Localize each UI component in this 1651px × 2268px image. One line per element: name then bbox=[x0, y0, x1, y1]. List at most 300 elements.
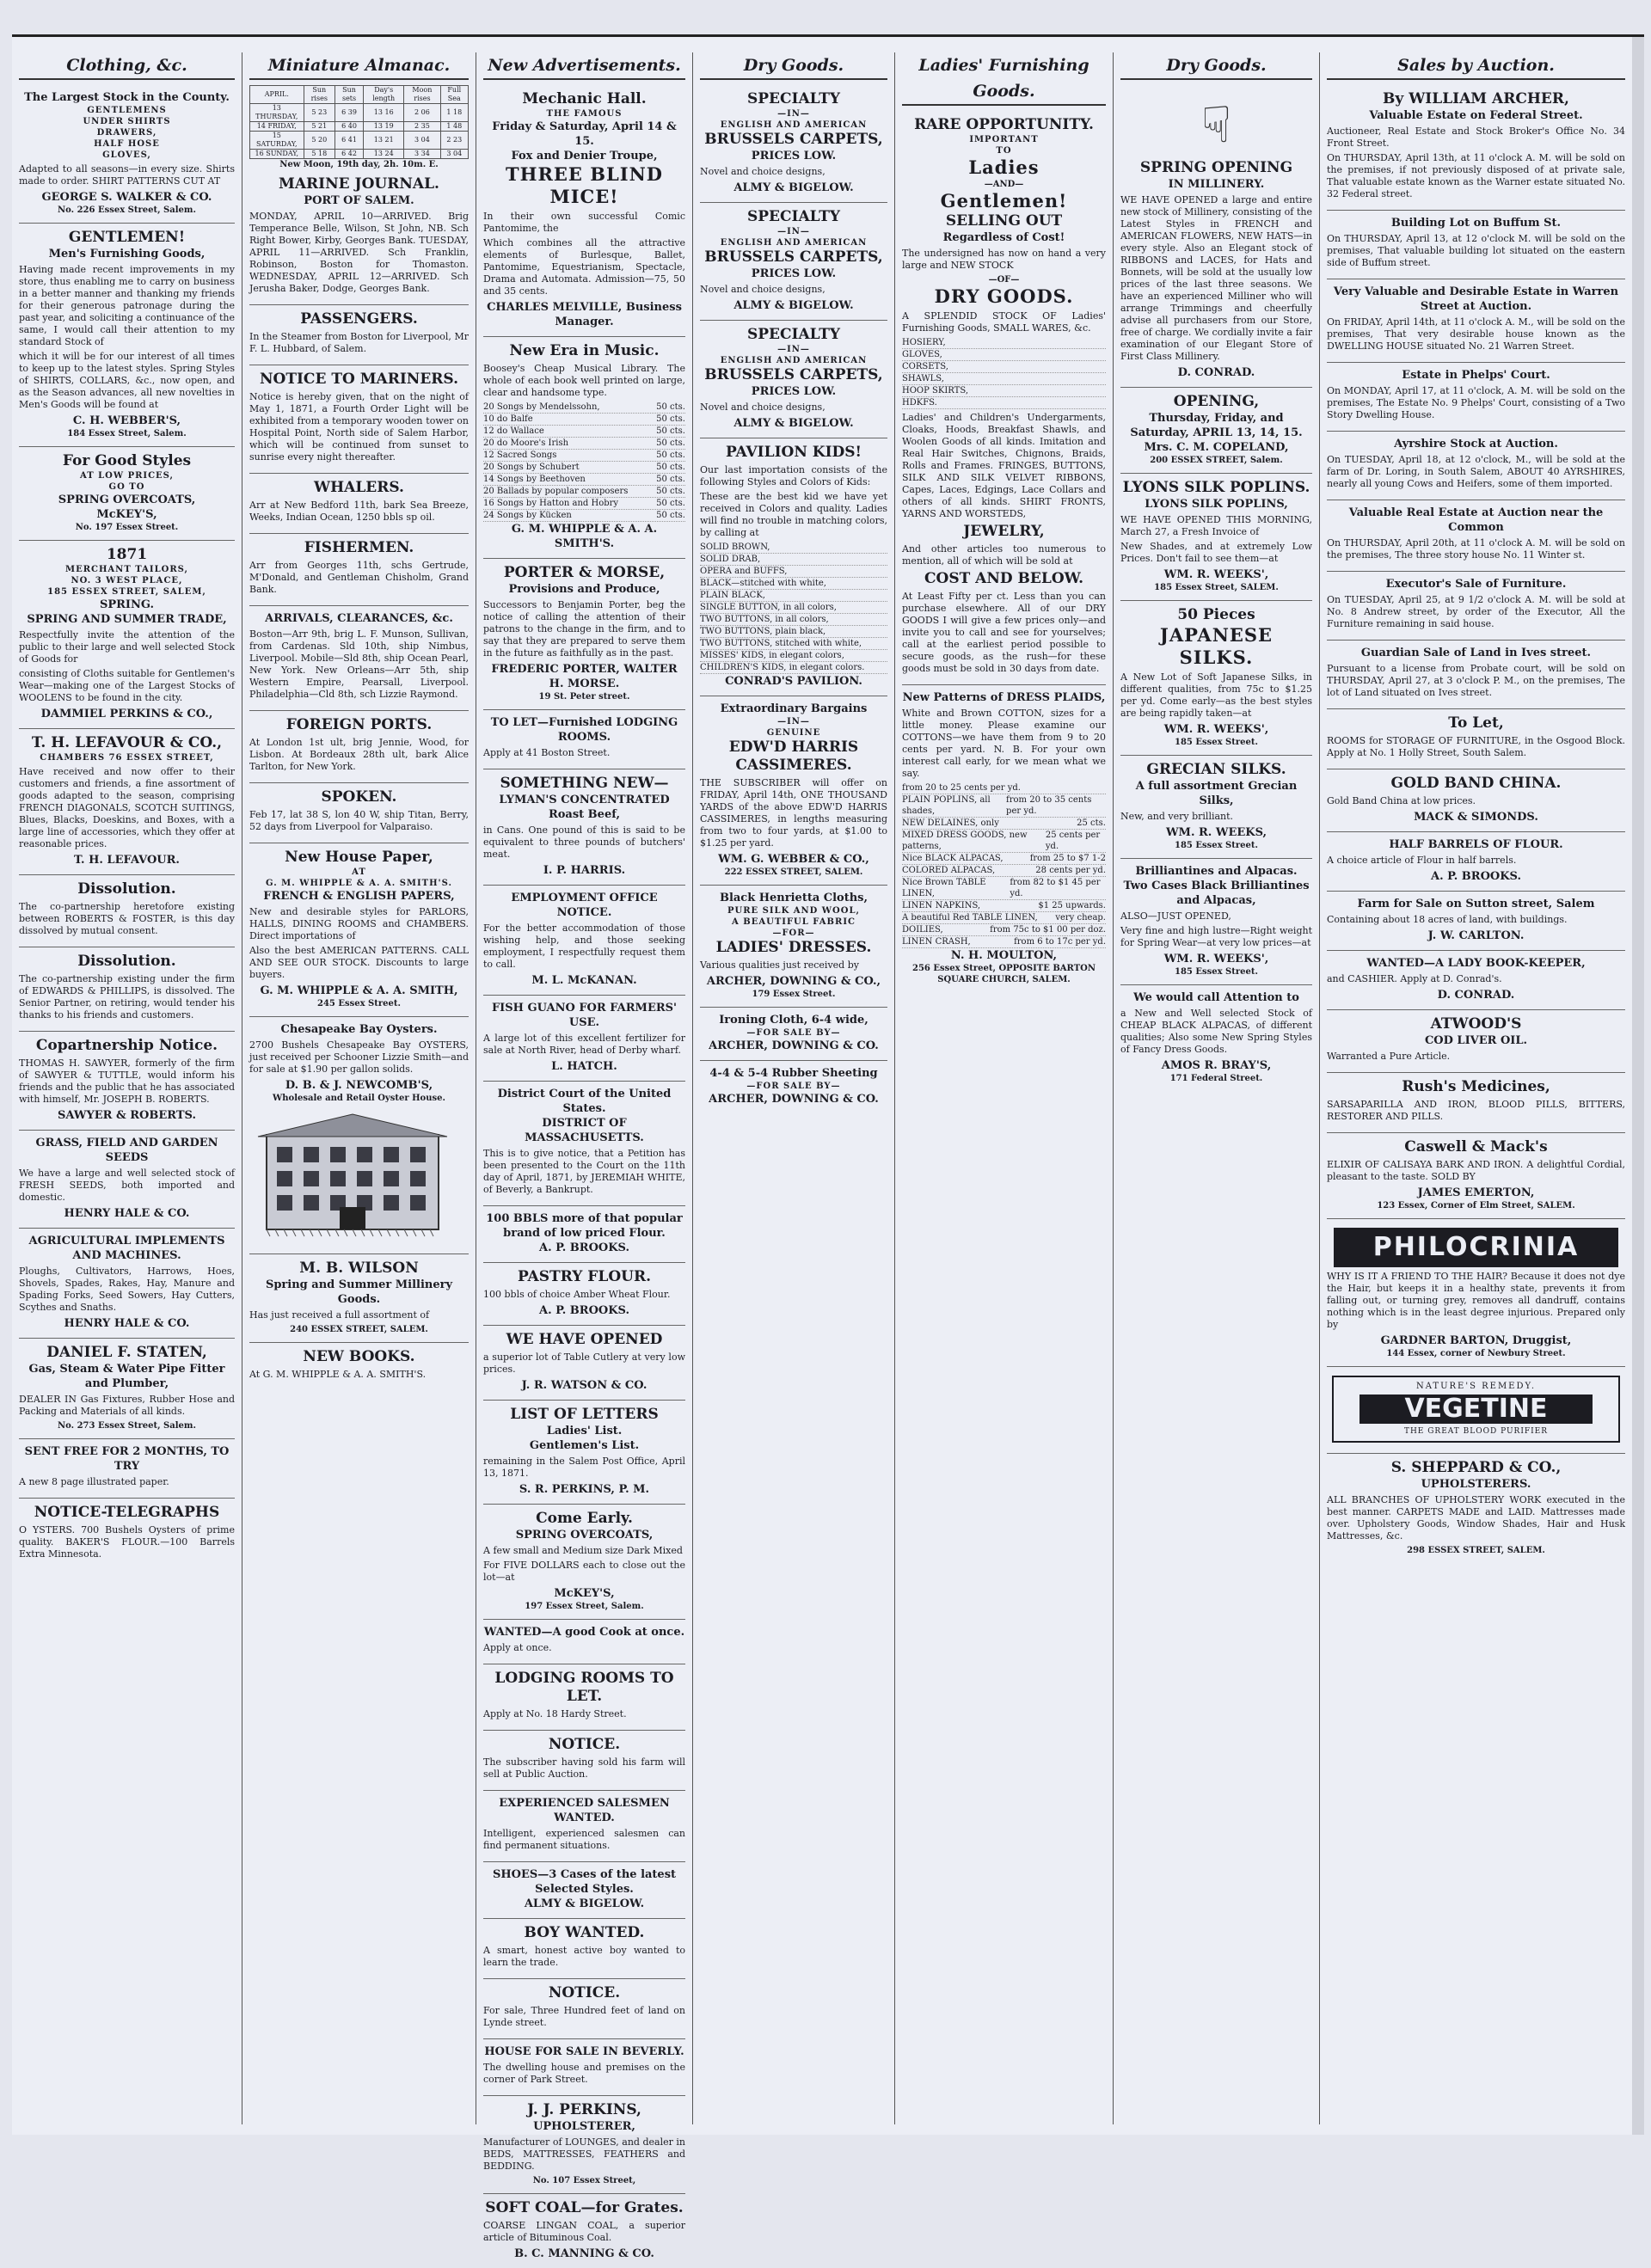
list-item bbox=[483, 401, 685, 414]
list-item bbox=[483, 414, 685, 426]
almanac-cell: 3 04 bbox=[440, 150, 468, 159]
ad-title: Ironing Cloth, 6-4 wide, bbox=[719, 1014, 868, 1027]
list-item bbox=[902, 877, 1106, 900]
ad-title: Guardian Sale of Land in Ives street. bbox=[1360, 647, 1592, 659]
advertisement bbox=[19, 1439, 235, 1499]
ad-address: No. 226 Essex Street, Salem. bbox=[58, 205, 196, 215]
ad-body: For the better accommodation of those wishing help, and those seeking employment, I respectfully request them to call. bbox=[483, 923, 685, 970]
ad-body: Having made recent improvements in my store, thus enabling me to carry on business in a better manner and thanking my friends for their generous patronage during the past year, and soliciting a continuance of the same, I would call their attention to my standard Stock of bbox=[19, 264, 235, 347]
ad-body: On FRIDAY, April 14th, at 11 o'clock A. M., will be sold on the premises, That very desirable house known as the DWELLING HOUSE situated No. 21 Warren Street. bbox=[1327, 316, 1625, 352]
ad-line: —FOR SALE BY— bbox=[746, 1028, 841, 1038]
ad-title: S. SHEPPARD & CO., bbox=[1390, 1459, 1562, 1476]
ad-body: For sale, Three Hundred feet of land on Lynde street. bbox=[483, 2005, 685, 2028]
ad-subtitle: JEWELRY, bbox=[963, 523, 1045, 540]
list-item-label: CHILDREN'S KIDS, in elegant colors. bbox=[700, 663, 865, 672]
ad-title: Valuable Real Estate at Auction near the Common bbox=[1348, 506, 1604, 534]
ad-signature: McKEY'S, bbox=[96, 508, 157, 521]
ad-line: GENUINE bbox=[766, 728, 821, 738]
list-item bbox=[483, 474, 685, 486]
ad-signature: HENRY HALE & CO. bbox=[64, 1317, 190, 1330]
ad-title: PAVILION KIDS! bbox=[725, 444, 862, 461]
list-item-price: from 25 to $7 1-2 bbox=[1029, 854, 1106, 863]
advertisement bbox=[1327, 432, 1625, 500]
list-item-price: 28 cents per yd. bbox=[1035, 866, 1106, 875]
list-item-price: 50 cts. bbox=[656, 499, 685, 508]
ad-address: 19 St. Peter street. bbox=[538, 692, 630, 702]
ad-line: ENGLISH AND AMERICAN bbox=[720, 120, 868, 130]
ad-body: On THURSDAY, April 13th, at 11 o'clock A. M. will be sold on the premises, if not previously disposed of at private sale, That valuable estate known as the Warner estate situated No. 32 Federal street. bbox=[1327, 152, 1625, 199]
ad-title: SPRING OPENING bbox=[1139, 159, 1293, 176]
ad-headline: JAPANESE SILKS. bbox=[1159, 624, 1274, 668]
ad-body: Have received and now offer to their customers and friends, a fine assortment of goods adapted to the season, comprising FRENCH DIAGONALS, SCOTCH SUITINGS, Blues, Blacks, Doeskins, and Boxes, with a large line of accessories, which they offer at reasonable prices. bbox=[19, 766, 235, 849]
list-item bbox=[902, 830, 1106, 853]
ad-line: A BEAUTIFUL FABRIC bbox=[732, 917, 856, 927]
advertisement bbox=[1120, 985, 1312, 1091]
ad-address: 185 Essex Street. bbox=[1175, 967, 1258, 977]
advertisement bbox=[1327, 500, 1625, 572]
ad-body: O YSTERS. 700 Bushels Oysters of prime quality. BAKER'S FLOUR.—100 Barrels Extra Minnesota. bbox=[19, 1524, 235, 1560]
advertisement bbox=[483, 996, 685, 1082]
ad-body: Adapted to all seasons—in every size. Shirts made to order. SHIRT PATTERNS CUT AT bbox=[19, 163, 235, 187]
advertisement bbox=[700, 1061, 887, 1113]
almanac-note: New Moon, 19th day, 2h. 10m. E. bbox=[279, 160, 439, 169]
ad-title: 50 Pieces bbox=[1177, 606, 1255, 623]
list-item-label: PLAIN POPLINS, all shades, bbox=[902, 795, 991, 816]
ad-title: ARRIVALS, CLEARANCES, &c. bbox=[265, 612, 453, 625]
ad-title: Come Early. bbox=[536, 1510, 633, 1527]
ad-title: TO LET—Furnished LODGING ROOMS. bbox=[490, 716, 678, 744]
ad-body: On THURSDAY, April 20th, at 11 o'clock A. M. will be sold on the premises, The three story house No. 11 Winter st. bbox=[1327, 537, 1625, 561]
ad-address: 197 Essex Street, Salem. bbox=[525, 1602, 644, 1611]
ad-line: THE FAMOUS bbox=[546, 109, 623, 119]
advertisement bbox=[483, 2039, 685, 2096]
advertisement bbox=[700, 321, 887, 438]
ad-body: Boston—Arr 9th, brig L. F. Munson, Sullivan, from Cardenas. Sld 10th, ship Nimbus, Liverpool. Mobile—Sld 8th, ship Ocean Pearl, New York. New Orleans—Arr 5th, ship Western Empire, Pearsall, Liverpool. Philadelphia—Cld 8th, sch Lizzie Raymond. bbox=[249, 628, 469, 700]
ad-body: A new 8 page illustrated paper. bbox=[19, 1476, 169, 1487]
list-item bbox=[902, 794, 1106, 818]
ad-list bbox=[902, 337, 1106, 409]
ad-body: Apply at once. bbox=[483, 1642, 552, 1653]
ad-signature: HENRY HALE & CO. bbox=[64, 1207, 190, 1220]
advertisement bbox=[483, 2194, 685, 2268]
advertisement bbox=[249, 606, 469, 711]
ad-subtitle: Valuable Estate on Federal Street. bbox=[1369, 109, 1583, 122]
list-item-price: 50 cts. bbox=[656, 414, 685, 424]
ad-body: The co-partnership heretofore existing between ROBERTS & FOSTER, is this day dissolved by mutual consent. bbox=[19, 901, 235, 936]
list-item-label: OPERA and BUFFS, bbox=[700, 567, 788, 576]
ad-title: Ayrshire Stock at Auction. bbox=[1394, 438, 1558, 451]
column-header: Ladies' Furnishing Goods. bbox=[902, 52, 1106, 106]
ad-body: ALSO—JUST OPENED, bbox=[1120, 910, 1231, 922]
advertisement bbox=[1327, 1367, 1625, 1454]
ad-body: WHY IS IT A FRIEND TO THE HAIR? Because it does not dye the Hair, but keeps it in a healthy state, prevents it from falling out, or turning grey, removes all dandruff, contains nothing which is in the least degree injurious. Prepared only by bbox=[1327, 1271, 1625, 1330]
ad-subtitle: DISTRICT OF MASSACHUSETTS. bbox=[525, 1117, 644, 1144]
ad-body: SARSAPARILLA AND IRON, BLOOD PILLS, BITTERS, RESTORER AND PILLS. bbox=[1327, 1099, 1625, 1122]
ad-signature: A. P. BROOKS. bbox=[538, 1241, 629, 1254]
ad-line: TO bbox=[996, 146, 1012, 156]
ad-title: New Era in Music. bbox=[509, 342, 660, 359]
ad-title: T. H. LEFAVOUR & CO., bbox=[31, 734, 223, 751]
advertisement bbox=[1327, 709, 1625, 769]
ad-address: 185 Essex Street. bbox=[1175, 841, 1258, 850]
ad-signature: C. H. WEBBER'S, bbox=[72, 414, 181, 427]
ad-body: Manufacturer of LOUNGES, and dealer in BEDS, MATTRESSES, FEATHERS and BEDDING. bbox=[483, 2136, 685, 2172]
almanac-head-cell: Sun rises bbox=[304, 86, 334, 104]
advertisement bbox=[249, 474, 469, 534]
ad-title: By WILLIAM ARCHER, bbox=[1383, 90, 1569, 107]
advertisement bbox=[1120, 756, 1312, 859]
ad-title: J. J. PERKINS, bbox=[527, 2101, 641, 2118]
column-header: Dry Goods. bbox=[1120, 52, 1312, 80]
advertisement bbox=[249, 783, 469, 843]
advertisement bbox=[1327, 1010, 1625, 1073]
ad-body: ELIXIR OF CALISAYA BARK AND IRON. A delightful Cordial, pleasant to the taste. SOLD BY bbox=[1327, 1159, 1625, 1182]
almanac-head-cell: Day's length bbox=[364, 86, 404, 104]
ad-address: No. 107 Essex Street, bbox=[532, 2176, 636, 2185]
vegetine-tagline: NATURE'S REMEDY. bbox=[1415, 1382, 1536, 1391]
ad-body: A New Lot of Soft Japanese Silks, in different qualities, from 75c to $1.25 per yd. Come early—as the best styles are being rapidly taken—at bbox=[1120, 671, 1312, 719]
almanac-head-cell: Sun sets bbox=[334, 86, 363, 104]
advertisement bbox=[483, 1979, 685, 2039]
ad-subtitle: EDW'D HARRIS CASSIMERES. bbox=[728, 739, 859, 774]
advertisement bbox=[483, 1731, 685, 1791]
ad-body: Feb 17, lat 38 S, lon 40 W, ship Titan, Berry, 52 days from Liverpool for Valparaiso. bbox=[249, 809, 469, 832]
ad-subtitle: Spring and Summer Millinery Goods. bbox=[265, 1278, 453, 1306]
advertisement bbox=[249, 305, 469, 365]
ad-body: In the Steamer from Boston for Liverpool, Mr F. L. Hubbard, of Salem. bbox=[249, 331, 469, 354]
list-item-label: SOLID DRAB, bbox=[700, 555, 761, 564]
list-item-price: 50 cts. bbox=[656, 438, 685, 448]
ad-title: SOMETHING NEW— bbox=[500, 775, 669, 792]
ad-body: Novel and choice designs, bbox=[700, 284, 826, 295]
ad-line: —IN— bbox=[777, 345, 810, 354]
ad-title: Dissolution. bbox=[77, 953, 176, 970]
list-item-label: TWO BUTTONS, stitched with white, bbox=[700, 639, 862, 648]
ad-signature: ARCHER, DOWNING & CO. bbox=[709, 1039, 879, 1052]
ad-body: Our last importation consists of the following Styles and Colors of Kids: bbox=[700, 464, 887, 487]
ad-body: Very fine and high lustre—Right weight for Spring Wear—at very low prices—at bbox=[1120, 925, 1312, 948]
ad-title: Copartnership Notice. bbox=[35, 1037, 218, 1054]
ad-signature: ALMY & BIGELOW. bbox=[733, 181, 854, 194]
ad-line: —OF— bbox=[988, 275, 1020, 285]
almanac-cell: 1 48 bbox=[440, 122, 468, 132]
ad-body: White and Brown COTTON, sizes for a little money. Please examine our COTTONS—we have them from 9 to 20 cents per yard. N. B. For your own interest call early, for we mean what we say. bbox=[902, 708, 1106, 779]
ad-signature: A. P. BROOKS. bbox=[538, 1304, 629, 1317]
ad-subtitle: PRICES LOW. bbox=[751, 267, 837, 280]
ad-title: SPECIALTY bbox=[746, 90, 841, 107]
almanac-cell: 13 21 bbox=[364, 132, 404, 150]
ad-signature: D. CONRAD. bbox=[1437, 989, 1515, 1002]
list-item-price: from 6 to 17c per yd. bbox=[1014, 937, 1106, 947]
advertisement bbox=[19, 1131, 235, 1229]
ad-signature: I. P. HARRIS. bbox=[543, 864, 626, 877]
list-item-label: SINGLE BUTTON, in all colors, bbox=[700, 603, 837, 612]
ad-body: Warranted a Pure Article. bbox=[1327, 1051, 1451, 1062]
ad-address: 200 ESSEX STREET, Salem. bbox=[1150, 456, 1283, 465]
ad-subtitle: PRICES LOW. bbox=[751, 150, 837, 162]
advertisement bbox=[483, 1505, 685, 1620]
ad-title: OPENING, bbox=[1173, 393, 1260, 410]
pointing-hand-icon: ☟ bbox=[1200, 95, 1232, 154]
ad-signature: ARCHER, DOWNING & CO. bbox=[709, 1093, 879, 1106]
ad-title: NOTICE. bbox=[548, 1736, 621, 1753]
advertisement bbox=[483, 1401, 685, 1505]
column-header: Clothing, &c. bbox=[19, 52, 235, 80]
ad-subtitle: LADIES' DRESSES. bbox=[715, 939, 872, 956]
ad-body: Various qualities just received by bbox=[700, 959, 859, 971]
ad-line: G. M. WHIPPLE & A. A. SMITH'S. bbox=[266, 879, 452, 888]
column-header: Miniature Almanac. bbox=[249, 52, 469, 80]
ad-title: AGRICULTURAL IMPLEMENTS AND MACHINES. bbox=[28, 1235, 225, 1262]
advertisement bbox=[249, 1017, 469, 1254]
list-item bbox=[483, 498, 685, 510]
almanac-head-cell: Moon rises bbox=[404, 86, 440, 104]
advertisement bbox=[483, 1206, 685, 1263]
list-item bbox=[902, 853, 1106, 865]
ad-signature: B. C. MANNING & CO. bbox=[514, 2247, 654, 2260]
ad-signature: M. L. McKANAN. bbox=[531, 974, 637, 987]
almanac-cell: 13 24 bbox=[364, 150, 404, 159]
ad-title: WHALERS. bbox=[314, 479, 404, 496]
ad-signature: ALMY & BIGELOW. bbox=[733, 299, 854, 312]
ad-body: A SPLENDID STOCK OF Ladies' Furnishing Goods, SMALL WARES, &c. bbox=[902, 310, 1106, 334]
almanac-cell: 15 SATURDAY, bbox=[250, 132, 304, 150]
ad-signature: GEORGE S. WALKER & CO. bbox=[41, 191, 212, 204]
list-item bbox=[902, 397, 1106, 409]
ad-signature: WM. R. WEEKS', bbox=[1163, 723, 1269, 736]
ad-address: 179 Essex Street. bbox=[752, 990, 836, 999]
newspaper-page bbox=[12, 34, 1644, 2260]
ad-title: New House Paper, bbox=[285, 849, 433, 866]
ad-title: ATWOOD'S bbox=[1430, 1015, 1522, 1033]
ad-headline: THREE BLIND MICE! bbox=[506, 163, 663, 207]
ad-address: No. 197 Essex Street. bbox=[75, 523, 179, 532]
ad-subtitle: SPRING OVERCOATS, bbox=[515, 1529, 654, 1542]
list-item bbox=[700, 542, 887, 554]
list-item-price: $1 25 upwards. bbox=[1038, 901, 1106, 910]
list-item-label: TWO BUTTONS, in all colors, bbox=[700, 615, 829, 624]
ad-address: 185 Essex Street, SALEM. bbox=[1154, 583, 1279, 592]
advertisement bbox=[249, 1343, 469, 1390]
ad-line: DRAWERS, bbox=[96, 128, 157, 138]
almanac-cell: 5 21 bbox=[304, 122, 334, 132]
list-item-label: HOOP SKIRTS, bbox=[902, 386, 968, 395]
ad-line: AT LOW PRICES, bbox=[79, 471, 175, 481]
advertisement bbox=[19, 85, 235, 224]
vegetine-sub: THE GREAT BLOOD PURIFIER bbox=[1403, 1427, 1549, 1436]
advertisement bbox=[700, 696, 887, 886]
ad-body: a superior lot of Table Cutlery at very low prices. bbox=[483, 1352, 685, 1375]
ad-title: Farm for Sale on Sutton street, Salem bbox=[1357, 898, 1595, 910]
ad-address: 123 Essex, Corner of Elm Street, SALEM. bbox=[1377, 1201, 1575, 1211]
ad-signature: ALMY & BIGELOW. bbox=[733, 417, 854, 430]
ad-title: GOLD BAND CHINA. bbox=[1390, 775, 1562, 792]
ad-signature: WM. R. WEEKS', bbox=[1163, 953, 1269, 965]
ad-title: SENT FREE FOR 2 MONTHS, TO TRY bbox=[24, 1445, 230, 1473]
list-item bbox=[483, 510, 685, 522]
list-item bbox=[902, 936, 1106, 948]
list-item-label: Nice Brown TABLE LINEN, bbox=[902, 878, 986, 898]
ad-body: At London 1st ult, brig Jennie, Wood, for Lisbon. At Bordeaux 28th ult, bark Alice Tarlton, for New York. bbox=[249, 737, 469, 772]
list-item bbox=[483, 438, 685, 450]
ad-subtitle: BRUSSELS CARPETS, bbox=[704, 131, 883, 148]
advertisement bbox=[1327, 892, 1625, 951]
ad-title: BOY WANTED. bbox=[524, 1924, 645, 1941]
advertisement bbox=[249, 711, 469, 783]
list-item-label: 20 do Moore's Irish bbox=[483, 438, 569, 448]
ad-headline: Ladies bbox=[968, 156, 1040, 178]
ad-body: The co-partnership existing under the firm of EDWARDS & PHILLIPS, is dissolved. The Senior Partner, on retiring, would tender his thanks to his friends and customers. bbox=[19, 973, 235, 1021]
ad-subtitle: Fox and Denier Troupe, bbox=[511, 150, 658, 162]
ad-title: Black Henrietta Cloths, bbox=[719, 892, 868, 904]
list-item bbox=[700, 626, 887, 638]
advertisement bbox=[1327, 1219, 1625, 1367]
list-item bbox=[700, 614, 887, 626]
advertisement bbox=[1327, 211, 1625, 279]
ad-subtitle: SPRING AND SUMMER TRADE, bbox=[27, 613, 227, 626]
ad-body: New and desirable styles for PARLORS, HALLS, DINING ROOMS and CHAMBERS. Direct importations of bbox=[249, 906, 469, 941]
advertisement bbox=[700, 85, 887, 203]
ad-body: Gold Band China at low prices. bbox=[1327, 795, 1476, 806]
ad-line: 185 ESSEX STREET, SALEM, bbox=[47, 587, 206, 597]
advertisement bbox=[700, 1008, 887, 1061]
almanac-cell: 1 18 bbox=[440, 104, 468, 122]
ad-signature: D. B. & J. NEWCOMB'S, bbox=[285, 1079, 433, 1092]
ad-subtitle: Gentlemen's List. bbox=[529, 1439, 640, 1452]
ad-body: Has just received a full assortment of bbox=[249, 1309, 430, 1321]
advertisement bbox=[483, 1791, 685, 1862]
ad-body: In their own successful Comic Pantomime, the bbox=[483, 211, 685, 234]
ad-line: NO. 3 WEST PLACE, bbox=[71, 576, 183, 585]
ad-body: Apply at 41 Boston Street. bbox=[483, 747, 611, 758]
ad-title: NOTICE TO MARINERS. bbox=[259, 371, 459, 388]
list-item bbox=[902, 361, 1106, 373]
almanac-cell: 3 34 bbox=[404, 150, 440, 159]
ad-line: ENGLISH AND AMERICAN bbox=[720, 356, 868, 365]
ad-line: AT bbox=[352, 867, 366, 877]
advertisement bbox=[1327, 363, 1625, 432]
ad-body: in Cans. One pound of this is said to be equivalent to three pounds of butchers' meat. bbox=[483, 824, 685, 860]
ad-title: 100 BBLS more of that popular brand of low priced Flour. bbox=[486, 1212, 683, 1240]
list-item-label: LINEN CRASH, bbox=[902, 937, 971, 947]
almanac-cell: 5 18 bbox=[304, 150, 334, 159]
list-item bbox=[700, 578, 887, 590]
ad-line: —AND— bbox=[984, 180, 1024, 189]
list-item-label: BLACK—stitched with white, bbox=[700, 579, 826, 588]
advertisement bbox=[1327, 85, 1625, 211]
ad-body: Successors to Benjamin Porter, beg the notice of calling the attention of their patrons to the change in the firm, and to say that they are prepared to serve them in the future as faithfully as in the past. bbox=[483, 599, 685, 659]
ad-body: At G. M. WHIPPLE & A. A. SMITH'S. bbox=[249, 1369, 427, 1380]
list-item bbox=[700, 590, 887, 602]
ad-title: Building Lot on Buffum St. bbox=[1390, 217, 1562, 230]
list-item-label: from 20 to 25 cents per yd. bbox=[902, 783, 1021, 793]
ad-body: WE HAVE OPENED THIS MORNING, March 27, a Fresh Invoice of bbox=[1120, 514, 1312, 537]
column-header: New Advertisements. bbox=[483, 52, 685, 80]
ad-body: and CASHIER. Apply at D. Conrad's. bbox=[1327, 973, 1502, 984]
almanac-cell: 13 19 bbox=[364, 122, 404, 132]
ad-title: FOREIGN PORTS. bbox=[285, 716, 433, 733]
list-item-label: MISSES' KIDS, in elegant colors, bbox=[700, 651, 844, 660]
ad-title: GRECIAN SILKS. bbox=[1146, 761, 1286, 778]
advertisement bbox=[902, 111, 1106, 685]
ad-line: IMPORTANT bbox=[969, 135, 1039, 144]
advertisement bbox=[19, 729, 235, 875]
ad-headline: DRY GOODS. bbox=[934, 285, 1074, 307]
ad-body: On TUESDAY, April 25, at 9 1/2 o'clock A. M. will be sold at No. 8 Andrew street, by order of the Executor, All the Furniture remaining in said house. bbox=[1327, 594, 1625, 629]
column-header: Sales by Auction. bbox=[1327, 52, 1625, 80]
advertisement bbox=[1327, 641, 1625, 709]
almanac-cell: 5 23 bbox=[304, 104, 334, 122]
ad-signature: McKEY'S, bbox=[554, 1587, 615, 1600]
list-item-label: CORSETS, bbox=[902, 362, 948, 371]
list-item-label: SHAWLS, bbox=[902, 374, 944, 383]
ad-signature: N. H. MOULTON, bbox=[950, 949, 1058, 962]
ad-title: Chesapeake Bay Oysters. bbox=[280, 1023, 438, 1036]
advertisement bbox=[1327, 279, 1625, 363]
list-item-label: 12 do Wallace bbox=[483, 426, 544, 436]
ad-body: Ladies' and Children's Undergarments, Cloaks, Hoods, Breakfast Shawls, and Woolen Goods of all kinds. Imitation and Real Hair Switches, Chignons, Braids, Rolls and Frames. FRINGES, BUTTONS, SILK AND SILK VELVET RIBBONS, Capes, Laces, Edgings, Lace Collars and others of all kinds. SHIRT FRONTS, YARNS AND WORSTEDS, bbox=[902, 412, 1106, 519]
list-item bbox=[902, 337, 1106, 349]
ad-address: 144 Essex, corner of Newbury Street. bbox=[1386, 1349, 1566, 1358]
ad-subtitle: Thursday, Friday, and Saturday, APRIL 13, 14, 15. bbox=[1130, 412, 1303, 439]
ad-headline: Gentlemen! bbox=[940, 190, 1068, 211]
advertisement bbox=[483, 559, 685, 710]
ad-address: 184 Essex Street, Salem. bbox=[67, 429, 187, 438]
ad-signature: WM. R. WEEKS, bbox=[1165, 826, 1267, 839]
list-item-label: DOILIES, bbox=[902, 925, 943, 935]
ad-body: Arr at New Bedford 11th, bark Sea Breeze, Weeks, Indian Ocean, 1250 bbls sp oil. bbox=[249, 500, 469, 523]
list-item-label: 14 Songs by Beethoven bbox=[483, 475, 586, 484]
philocrinia-logo: PHILOCRINIA bbox=[1334, 1228, 1618, 1267]
list-item-label: Nice BLACK ALPACAS, bbox=[902, 854, 1003, 863]
advertisement bbox=[1327, 832, 1625, 892]
ad-title: PORTER & MORSE, bbox=[503, 564, 666, 581]
ad-title: Dissolution. bbox=[77, 880, 176, 898]
list-item bbox=[483, 486, 685, 498]
ad-signature: WM. R. WEEKS', bbox=[1163, 568, 1269, 581]
list-item-price: 50 cts. bbox=[656, 511, 685, 520]
advertisement bbox=[483, 1263, 685, 1326]
almanac-cell: 13 16 bbox=[364, 104, 404, 122]
advertisement bbox=[483, 886, 685, 996]
list-item bbox=[902, 818, 1106, 830]
ad-body: The dwelling house and premises on the corner of Park Street. bbox=[483, 2062, 685, 2085]
list-item-price: 50 cts. bbox=[656, 475, 685, 484]
ad-body: a New and Well selected Stock of CHEAP BLACK ALPACAS, of different qualities; Also some New Spring Styles of Fancy Dress Goods. bbox=[1120, 1008, 1312, 1055]
ad-body: 2700 Bushels Chesapeake Bay OYSTERS, just received per Schooner Lizzie Smith—and for sale at $1.90 per gallon solids. bbox=[249, 1039, 469, 1075]
ad-body: Containing about 18 acres of land, with buildings. bbox=[1327, 914, 1568, 925]
almanac-cell: 2 06 bbox=[404, 104, 440, 122]
ad-title: Caswell & Mack's bbox=[1404, 1138, 1548, 1155]
ad-title: District Court of the United States. bbox=[497, 1088, 672, 1115]
advertisement bbox=[1327, 769, 1625, 832]
advertisement bbox=[249, 534, 469, 606]
ad-title: EXPERIENCED SALESMEN WANTED. bbox=[499, 1797, 670, 1824]
advertisement bbox=[1327, 572, 1625, 641]
ad-signature: MACK & SIMONDS. bbox=[1414, 811, 1538, 824]
ad-title: LODGING ROOMS TO LET. bbox=[494, 1670, 674, 1705]
list-item-label: LINEN NAPKINS, bbox=[902, 901, 981, 910]
list-item bbox=[902, 912, 1106, 924]
list-item bbox=[902, 385, 1106, 397]
list-item-label: GLOVES, bbox=[902, 350, 942, 359]
list-item bbox=[483, 426, 685, 438]
ad-body: Boosey's Cheap Musical Library. The whole of each book well printed on large, clear and handsome type. bbox=[483, 363, 685, 398]
almanac-cell: 6 39 bbox=[334, 104, 363, 122]
ad-title: SPECIALTY bbox=[746, 208, 841, 225]
ad-title: HOUSE FOR SALE IN BEVERLY. bbox=[484, 2045, 684, 2058]
ad-body: On MONDAY, April 17, at 11 o'clock, A. M. will be sold on the premises, The Estate No. 9 Phelps' Court, consisting of a Two Story Dwelling House. bbox=[1327, 385, 1625, 420]
